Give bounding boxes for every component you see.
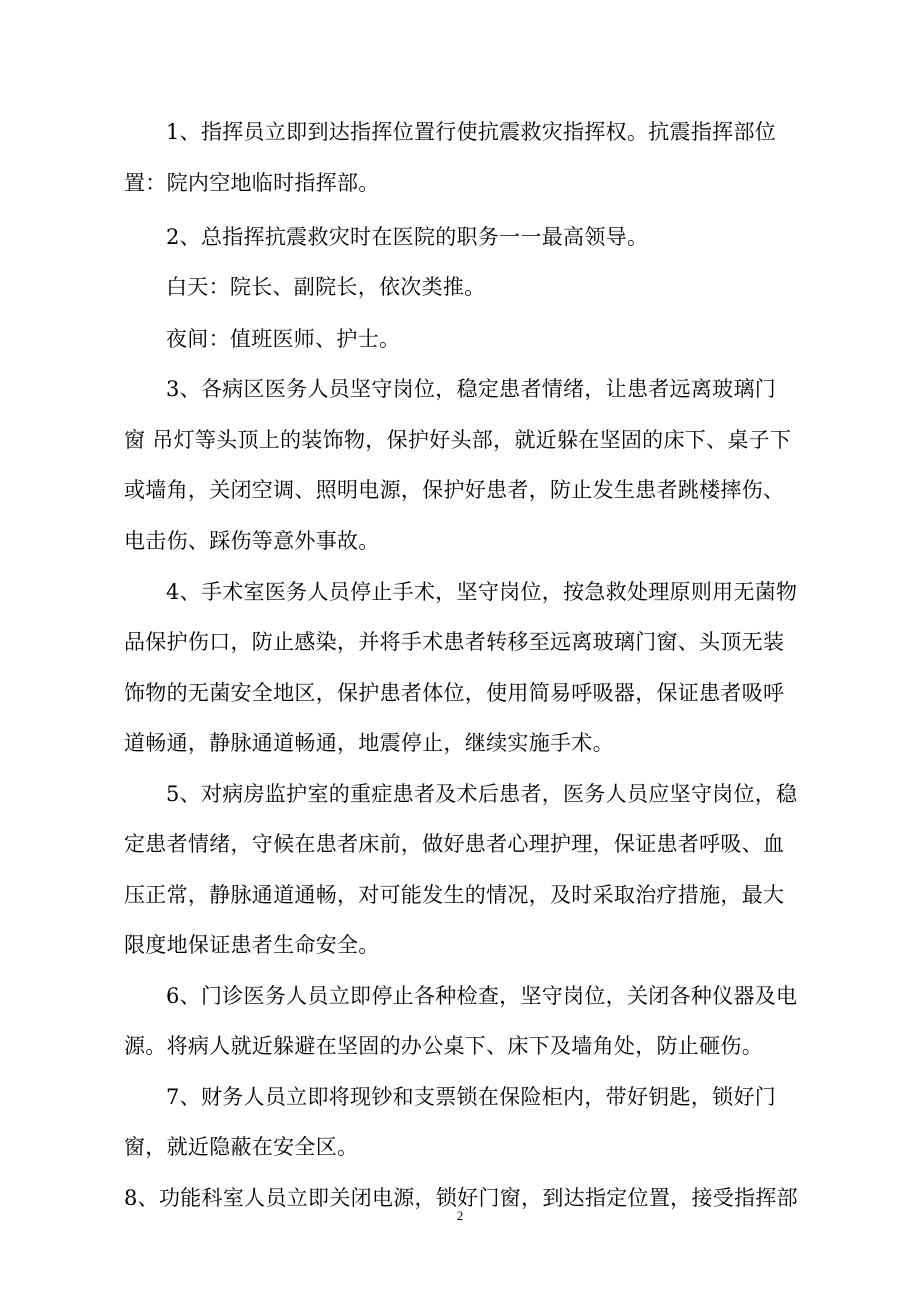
text-line: 电击伤、踩伤等意外事故。	[124, 529, 380, 553]
text-line: 3、各病区医务人员坚守岗位，稳定患者情绪，让患者远离玻璃门	[166, 377, 777, 401]
text-line: 置：院内空地临时指挥部。	[124, 171, 380, 195]
text-line: 1、指挥员立即到达指挥位置行使抗震救灾指挥权。抗震指挥部位	[166, 120, 777, 144]
text-line: 道畅通，静脉通道畅通，地震停止，继续实施手术。	[124, 731, 614, 755]
text-line: 7、财务人员立即将现钞和支票锁在保险柜内，带好钥匙，锁好门	[166, 1085, 777, 1109]
text-line: 8、功能科室人员立即关闭电源，锁好门窗，到达指定位置，接受指挥部	[124, 1186, 798, 1210]
text-line: 品保护伤口，防止感染，并将手术患者转移至远离玻璃门窗、头顶无装	[124, 630, 785, 654]
text-line: 夜间：值班医师、护士。	[166, 327, 401, 351]
text-line: 源。将病人就近躲避在坚固的办公桌下、床下及墙角处，防止砸伤。	[124, 1034, 763, 1058]
text-line: 6、门诊医务人员立即停止各种检查，坚守岗位，关闭各种仪器及电	[166, 984, 798, 1008]
page-number: 2	[456, 1208, 464, 1223]
text-line: 2、总指挥抗震救灾时在医院的职务一一最高领导。	[166, 225, 649, 249]
text-line: 压正常，静脉通道通畅，对可能发生的情况，及时采取治疗措施，最大	[124, 883, 785, 907]
text-line: 窗，就近隐蔽在安全区。	[124, 1135, 359, 1159]
text-line: 5、对病房监护室的重症患者及术后患者，医务人员应坚守岗位，稳	[166, 782, 798, 806]
text-line: 白天：院长、副院长，依次类推。	[166, 275, 486, 299]
text-line: 4、手术室医务人员停止手术，坚守岗位，按急救处理原则用无菌物	[166, 580, 798, 604]
text-line: 或墙角，关闭空调、照明电源，保护好患者，防止发生患者跳楼摔伤、	[124, 478, 785, 502]
text-line: 窗 吊灯等头顶上的装饰物，保护好头部，就近躲在坚固的床下、桌子下	[124, 428, 792, 452]
text-line: 饰物的无菌安全地区，保护患者体位，使用简易呼吸器，保证患者吸呼	[124, 681, 785, 705]
text-line: 限度地保证患者生命安全。	[124, 933, 380, 957]
text-line: 定患者情绪，守候在患者床前，做好患者心理护理，保证患者呼吸、血	[124, 832, 785, 856]
